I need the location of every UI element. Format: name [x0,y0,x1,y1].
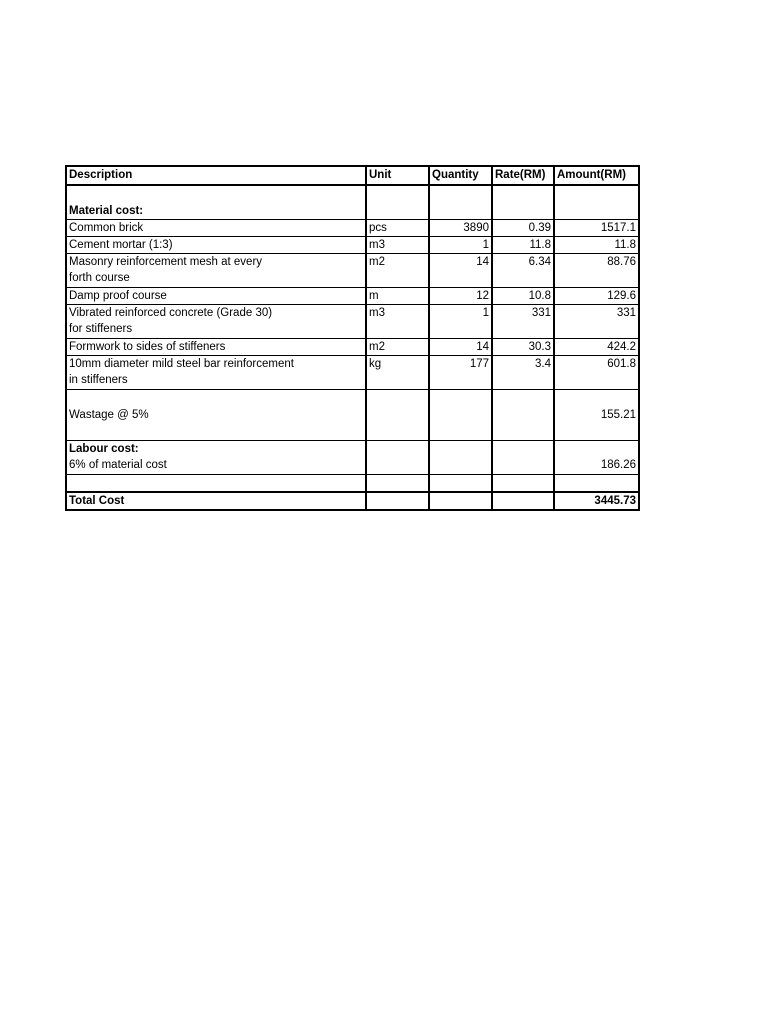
item-description-line1: Masonry reinforcement mesh at every [69,256,263,268]
total-row [66,492,639,510]
wastage-amount: 155.21 [554,390,639,441]
item-description-line1: Vibrated reinforced concrete (Grade 30) [69,307,273,319]
labour-label: 6% of material cost [69,459,167,471]
item-quantity: 3890 [429,220,492,237]
header-amount: Amount(RM) [554,166,639,185]
item-quantity: 177 [429,356,492,390]
item-description-line2: in stiffeners [69,374,128,386]
item-unit: m2 [366,254,429,288]
item-amount: 11.8 [554,237,639,254]
header-unit: Unit [366,166,429,185]
table-row [66,237,639,254]
wastage-label: Wastage @ 5% [66,390,366,441]
item-description-line2: forth course [69,272,130,284]
item-amount: 424.2 [554,339,639,356]
item-rate: 10.8 [492,288,554,305]
item-rate: 30.3 [492,339,554,356]
material-heading: Material cost: [69,205,144,217]
item-unit: m3 [366,237,429,254]
item-description [66,356,366,390]
table-row [66,288,639,305]
item-quantity: 14 [429,254,492,288]
wastage-row [66,390,639,441]
item-unit: pcs [366,220,429,237]
item-unit: kg [366,356,429,390]
item-description-line2: for stiffeners [69,323,133,335]
item-rate: 0.39 [492,220,554,237]
item-amount: 88.76 [554,254,639,288]
item-description: Cement mortar (1:3) [66,237,366,254]
labour-heading: Labour cost: [69,443,139,455]
item-unit: m [366,288,429,305]
cost-sheet [65,165,638,511]
item-quantity: 1 [429,305,492,339]
item-quantity: 12 [429,288,492,305]
labour-row [66,441,639,475]
item-amount: 1517.1 [554,220,639,237]
item-rate: 11.8 [492,237,554,254]
table-row [66,220,639,237]
item-unit: m3 [366,305,429,339]
item-description [66,305,366,339]
item-description: Damp proof course [66,288,366,305]
item-description-line1: 10mm diameter mild steel bar reinforcement [69,358,294,370]
item-description: Formwork to sides of stiffeners [66,339,366,356]
item-amount: 331 [554,305,639,339]
item-amount: 601.8 [554,356,639,390]
header-description: Description [66,166,366,185]
header-rate: Rate(RM) [492,166,554,185]
item-rate: 3.4 [492,356,554,390]
item-rate: 6.34 [492,254,554,288]
header-row [66,166,639,185]
item-description [66,254,366,288]
item-quantity: 14 [429,339,492,356]
material-heading-row [66,185,639,220]
table-row [66,254,639,288]
blank-row [66,475,639,493]
cost-table [65,165,640,511]
item-unit: m2 [366,339,429,356]
item-amount: 129.6 [554,288,639,305]
item-description: Common brick [66,220,366,237]
header-quantity: Quantity [429,166,492,185]
total-label: Total Cost [66,492,366,510]
item-rate: 331 [492,305,554,339]
item-quantity: 1 [429,237,492,254]
labour-amount: 186.26 [600,459,636,471]
table-row [66,305,639,339]
table-row [66,356,639,390]
total-amount: 3445.73 [554,492,639,510]
table-row [66,339,639,356]
